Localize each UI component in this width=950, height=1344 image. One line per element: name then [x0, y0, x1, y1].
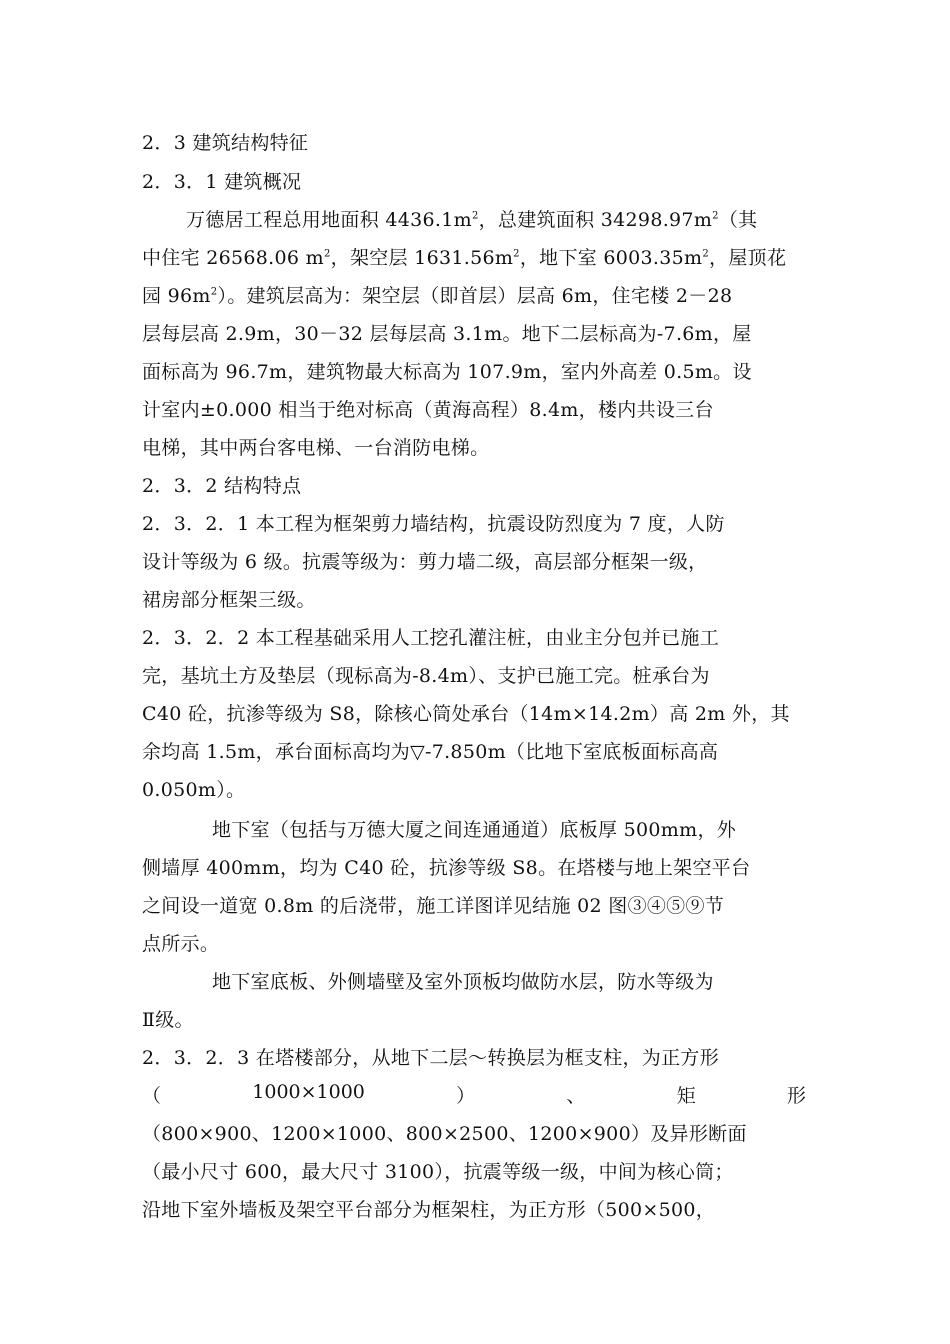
para3-line2: 完，基坑土方及垫层（现标高为-8.4m）、支护已施工完。桩承台为 — [142, 665, 710, 687]
heading-2-3-2: 2．3．2 结构特点 — [142, 475, 302, 497]
para1-line4: 层每层高 2.9m，30－32 层每层高 3.1m。地下二层标高为-7.6m，屋 — [142, 323, 752, 345]
para2-line2: 设计等级为 6 级。抗震等级为：剪力墙二级，高层部分框架一级， — [142, 551, 708, 573]
para1-line6: 计室内±0.000 相当于绝对标高（黄海高程）8.4m，楼内共设三台 — [142, 399, 714, 421]
para6-line5: 沿地下室外墙板及架空平台部分为框架柱，为正方形（500×500， — [142, 1199, 716, 1221]
para1-line2: 中住宅 26568.06 $m^2$，架空层 $1631.56m^2$，地下室 $6003.35m^2$，屋顶花 — [142, 247, 787, 269]
para3-line5: 0.050m）。 — [142, 779, 246, 801]
para6-line1: 2．3．2．3 在塔楼部分，从地下二层～转换层为框支柱，为正方形 — [142, 1047, 719, 1069]
para5-line1: 地下室底板、外侧墙壁及室外顶板均做防水层，防水等级为 — [212, 971, 714, 993]
heading-2-3: 2．3 建筑结构特征 — [142, 132, 309, 154]
para6-line4: （最小尺寸 600，最大尺寸 3100），抗震等级一级，中间为核心筒； — [142, 1161, 734, 1183]
para4-line1: 地下室（包括与万德大厦之间连通通道）底板厚 500mm，外 — [212, 819, 737, 841]
para2-line3: 裙房部分框架三级。 — [142, 589, 316, 611]
para1-line3: 园 $96m^2$）。建筑层高为：架空层（即首层）层高 6m，住宅楼 2－28 — [142, 285, 733, 307]
para1-line5: 面标高为 96.7m，建筑物最大标高为 107.9m，室内外高差 0.5m。设 — [142, 361, 752, 383]
para6-line3: （800×900、1200×1000、800×2500、1200×900）及异形断面 — [142, 1123, 747, 1145]
para6-line2-part: 、 — [566, 1085, 586, 1107]
para3-line4: 余均高 1.5m，承台面标高均为▽-7.850m（比地下室底板面标高高 — [142, 741, 719, 763]
heading-2-3-1: 2．3．1 建筑概况 — [142, 171, 302, 193]
para3-line3: C40 砼，抗渗等级为 S8，除核心筒处承台（14m×14.2m）高 2m 外，其 — [142, 703, 790, 725]
para1-line1: 万德居工程总用地面积 $4436.1m^2$，总建筑面积 $34298.97m^2$（其 — [186, 209, 758, 231]
para4-line3: 之间设一道宽 0.8m 的后浇带，施工详图详见结施 02 图③④⑤⑨节 — [142, 895, 725, 917]
para4-line4: 点所示。 — [142, 933, 220, 955]
para6-line2-part: 矩 — [676, 1085, 696, 1107]
para6-line2-part: ） — [456, 1085, 476, 1107]
para1-line7: 电梯，其中两台客电梯、一台消防电梯。 — [142, 437, 490, 459]
para6-line2-part: （ — [142, 1085, 162, 1107]
para6-line2-part: 1000×1000 — [252, 1081, 365, 1103]
para3-line1: 2．3．2．2 本工程基础采用人工挖孔灌注桩，由业主分包并已施工 — [142, 627, 719, 649]
para2-line1: 2．3．2．1 本工程为框架剪力墙结构，抗震设防烈度为 7 度，人防 — [142, 513, 725, 535]
para5-line2: Ⅱ级。 — [142, 1009, 194, 1031]
para6-line2 — [142, 1081, 806, 1108]
para6-line2-part: 形 — [786, 1085, 806, 1107]
para4-line2: 侧墙厚 400mm，均为 C40 砼，抗渗等级 S8。在塔楼与地上架空平台 — [142, 857, 751, 879]
